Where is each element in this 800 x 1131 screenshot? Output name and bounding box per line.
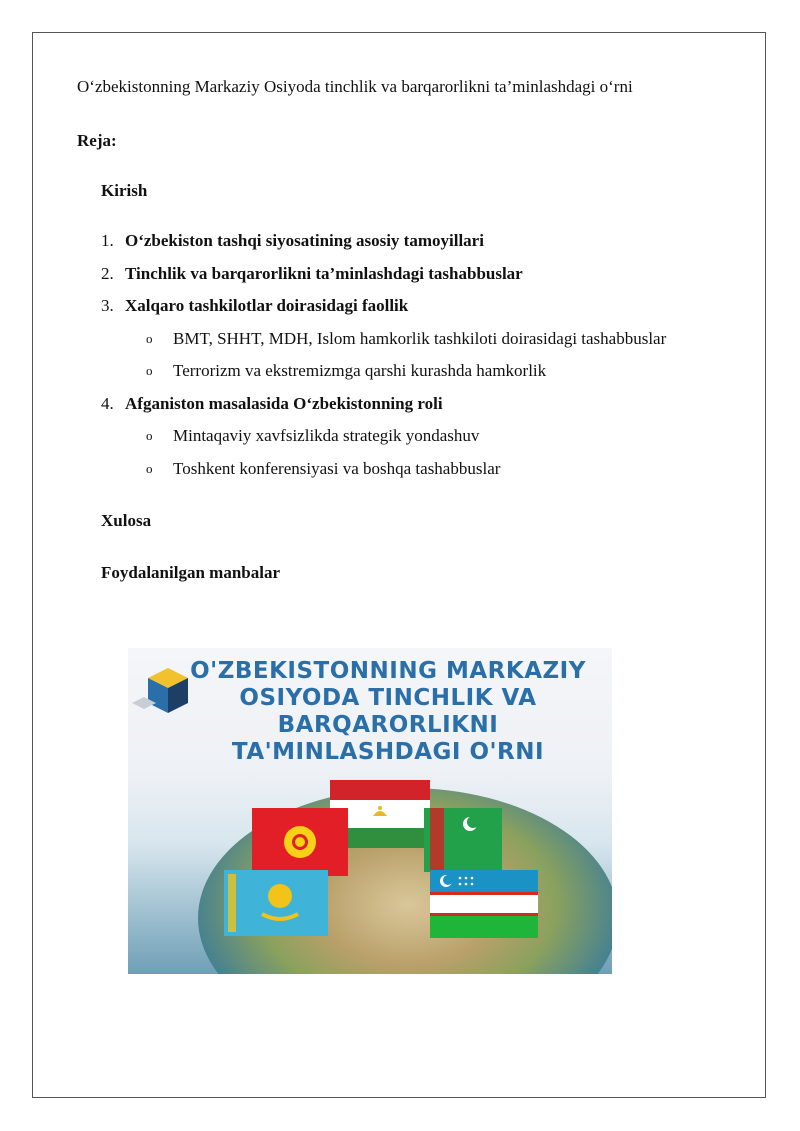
plan-item-3 (101, 296, 408, 316)
references-heading: Foydalanilgan manbalar (101, 563, 281, 582)
sub-item (146, 329, 666, 349)
poster-title-line: TA'MINLASHDAGI O'RNI (231, 739, 545, 765)
intro-heading: Kirish (101, 181, 148, 200)
sub-item-text: Mintaqaviy xavfsizlikda strategik yondashuv (173, 426, 480, 445)
poster-title-line: OSIYODA TINCHLIK VA (239, 685, 537, 711)
plan-item-text: O‘zbekiston tashqi siyosatining asosiy tamoyillari (125, 231, 484, 250)
bullet-icon: o (146, 428, 153, 443)
poster-title-line: BARQARORLIKNI (277, 712, 499, 738)
plan-heading: Reja: (77, 131, 117, 150)
plan-item-number: 3. (101, 296, 114, 315)
plan-item-text: Xalqaro tashkilotlar doirasidagi faollik (125, 296, 409, 315)
uzbekistan-flag-icon (430, 870, 538, 938)
sub-item-text: Terrorizm va ekstremizmga qarshi kurashda hamkorlik (173, 361, 547, 380)
poster-image (128, 648, 612, 974)
plan-item-text: Tinchlik va barqarorlikni ta’minlashdagi tashabbuslar (125, 264, 523, 283)
plan-item-2 (101, 264, 523, 284)
bullet-icon: o (146, 461, 153, 476)
plan-item-number: 2. (101, 264, 114, 283)
kyrgyzstan-flag-icon (252, 808, 348, 876)
sub-item (146, 361, 546, 381)
plan-item-1 (101, 231, 484, 251)
plan-item-number: 4. (101, 394, 114, 413)
kazakhstan-flag-icon (224, 870, 328, 936)
plan-item-text: Afganiston masalasida O‘zbekistonning roli (125, 394, 443, 413)
sub-item-text: BMT, SHHT, MDH, Islom hamkorlik tashkiloti doirasidagi tashabbuslar (173, 329, 667, 348)
poster-title-line: O'ZBEKISTONNING MARKAZIY (190, 658, 586, 684)
plan-item-number: 1. (101, 231, 114, 250)
sub-item (146, 459, 500, 479)
conclusion-heading: Xulosa (101, 511, 152, 530)
bullet-icon: o (146, 363, 153, 378)
sub-item-text: Toshkent konferensiyasi va boshqa tashabbuslar (173, 459, 501, 478)
sub-item (146, 426, 479, 446)
poster-title (168, 658, 608, 766)
document-title: O‘zbekistonning Markaziy Osiyoda tinchlik va barqarorlikni ta’minlashdagi o‘rni (77, 77, 633, 96)
turkmenistan-flag-icon (424, 808, 502, 872)
bullet-icon: o (146, 331, 153, 346)
plan-item-4 (101, 394, 443, 414)
